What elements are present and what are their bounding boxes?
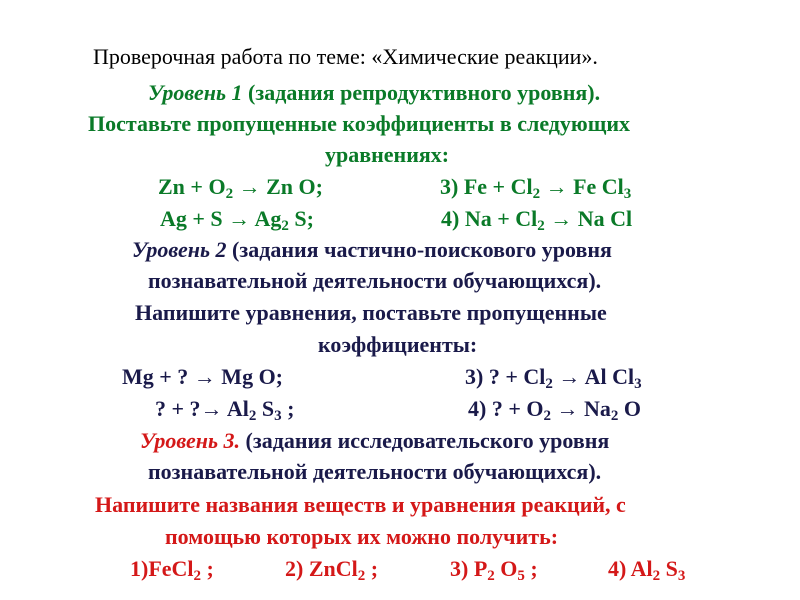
level3-label: Уровень 3.: [140, 428, 241, 453]
level1-eq-1: $Zn + O_2 \to Zn$ O;: [158, 174, 323, 202]
level2-eq-3: 3) ? + $Cl_2 \to Al$ $Cl_3$: [465, 364, 642, 392]
level1-task-line1: Поставьте пропущенные коэффициенты в следующих: [88, 111, 630, 136]
level1-eq-2: $Ag + S \to Ag_2$ S;: [160, 206, 314, 234]
level2-task-line2: коэффициенты:: [318, 332, 478, 357]
level3-item-3: 3) $P_2$ $O_5$ ;: [450, 556, 538, 584]
level3-heading: [140, 430, 609, 452]
level2-task-line1: Напишите уравнения, поставьте пропущенные: [135, 300, 607, 325]
level2-heading: [132, 239, 612, 261]
level2-eq-4: 4) ? + $O_2 \to Na_2$ O: [468, 396, 641, 424]
level3-item-2: 2) ZnCl$_2$ ;: [285, 556, 379, 584]
level1-heading: [148, 82, 600, 104]
level2-eq-1: Mg + ? → Mg O;: [122, 364, 284, 389]
page-title: Проверочная работа по теме: «Химические реакции».: [93, 44, 598, 69]
level1-desc: (задания репродуктивного уровня).: [242, 80, 601, 105]
level1-eq-3: 3) $Fe + Cl_2 \to Fe$ $Cl_3$: [440, 174, 632, 202]
level1-task-line2: уравнениях:: [325, 142, 450, 167]
level3-item-1: 1)FeCl$_2$ ;: [130, 556, 214, 584]
level3-desc: (задания исследовательского уровня: [240, 428, 610, 453]
level3-task-line2: помощью которых их можно получить:: [165, 524, 559, 549]
level3-item-4: 4) $Al_2$ $S_3$: [608, 556, 686, 584]
level2-desc: (задания частично-поискового уровня: [226, 237, 612, 262]
level2-desc-line2: познавательной деятельности обучающихся).: [148, 268, 602, 293]
level2-eq-2: ? + ?→ $Al_2$ $S_3$ ;: [155, 396, 295, 424]
level3-desc-line2: познавательной деятельности обучающихся).: [148, 459, 602, 484]
level1-label: Уровень 1: [148, 80, 243, 105]
level3-task-line1: Напишите названия веществ и уравнения реакций, с: [95, 492, 626, 517]
level2-label: Уровень 2: [132, 237, 227, 262]
level1-eq-4: 4) $Na + Cl_2 \to Na$ Cl: [441, 206, 633, 234]
